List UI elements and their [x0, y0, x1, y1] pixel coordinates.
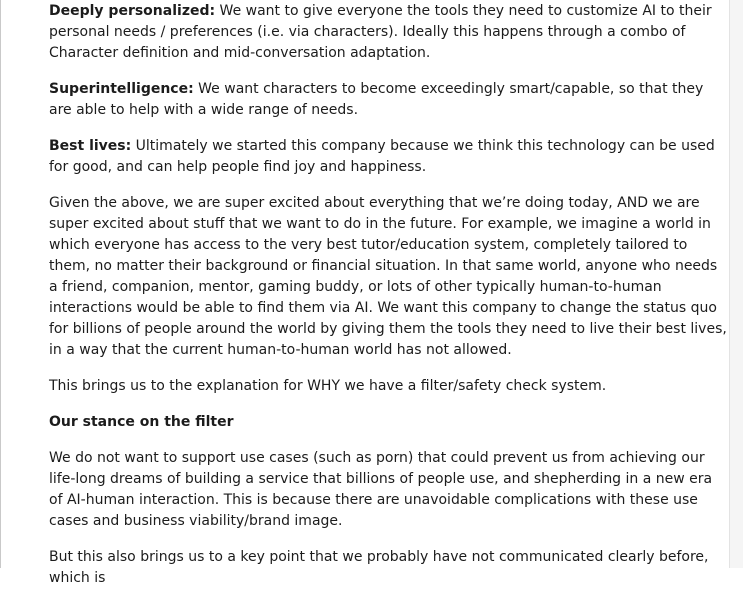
paragraph-text: We want to give everyone the tools they need to customize AI to their personal needs / preferences (i.e. via characters). Ideally this happens through a combo of Character definition and mid-conversation adaptation. — [49, 3, 712, 61]
paragraph-superintelligence — [49, 79, 729, 121]
paragraph-best-lives — [49, 136, 729, 178]
paragraph-deeply-personalized — [49, 1, 729, 64]
vertical-scrollbar[interactable] — [729, 0, 743, 568]
paragraph-key-point: But this also brings us to a key point that we probably have not communicated clearly before, which is — [49, 549, 709, 586]
paragraph-stance: We do not want to support use cases (such as porn) that could prevent us from achieving our life-long dreams of building a service that billions of people use, and shepherding in a new era of AI-human interaction. This is because there are unavoidable complications with these use cases and business viability/brand image. — [49, 450, 713, 529]
paragraph-vision: Given the above, we are super excited about everything that we’re doing today, AND we are super excited about stuff that we want to do in the future. For example, we imagine a world in which everyone has access to the very best tutor/education system, completely tailored to them, no matter their background or financial situation. In that same world, anyone who needs a friend, companion, mentor, gaming buddy, or lots of other typically human-to-human interactions would be able to find them via AI. We want this company to change the status quo for billions of people around the world by giving them the tools they need to live their best lives, in a way that the current human-to-human world has not allowed. — [49, 195, 727, 358]
paragraph-text: Ultimately we started this company because we think this technology can be used for good, and can help people find joy and happiness. — [49, 138, 715, 175]
section-heading: Our stance on the filter — [49, 414, 234, 430]
paragraph-text: We want characters to become exceedingly smart/capable, so that they are able to help with a wide range of needs. — [49, 81, 704, 118]
article-body — [49, 1, 729, 604]
paragraph-label: Deeply personalized: — [49, 3, 216, 19]
paragraph-filter-intro: This brings us to the explanation for WHY we have a filter/safety check system. — [49, 378, 607, 394]
paragraph-label: Superintelligence: — [49, 81, 194, 97]
left-border — [0, 0, 1, 568]
paragraph-label: Best lives: — [49, 138, 132, 154]
